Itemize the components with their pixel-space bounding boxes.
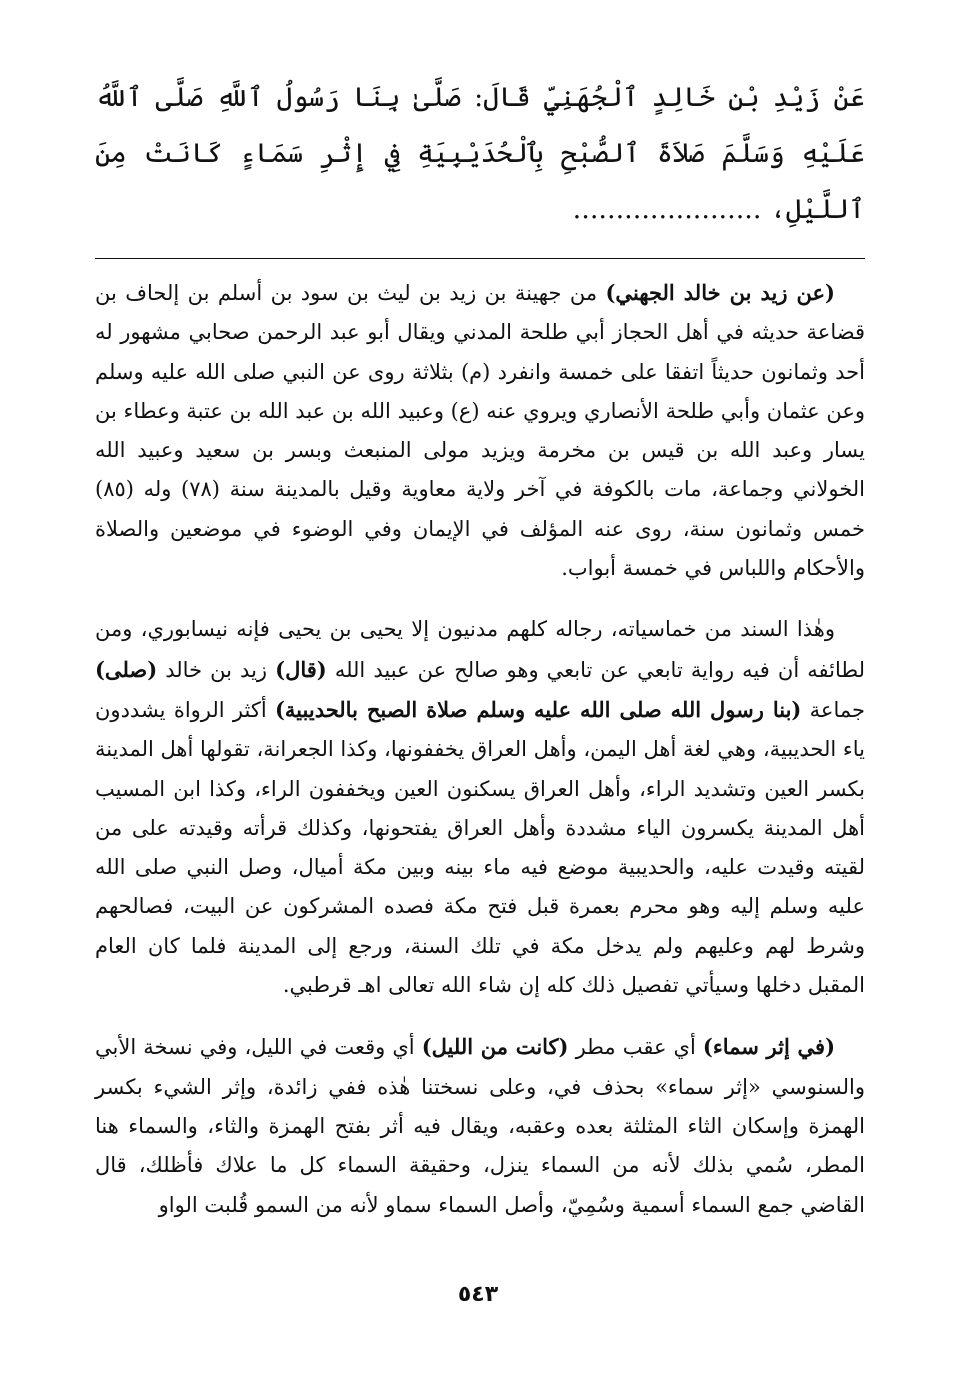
commentary-paragraph — [95, 1027, 865, 1224]
page-number: ٥٤٣ — [457, 1282, 499, 1307]
bold-lemma: (بنا رسول الله صلى الله عليه وسلم صلاة الصبح بالحديبية) — [274, 696, 802, 722]
commentary-text: زيد بن خالد — [157, 657, 276, 682]
hadith-dots: ...................... — [572, 194, 762, 225]
bold-lemma: (عن زيد بن خالد الجهني) — [605, 280, 835, 305]
commentary-paragraph — [95, 610, 865, 1005]
commentary-text: جماعة — [801, 697, 865, 722]
commentary-text: أي وقعت في الليل، وفي نسخة الأبي والسنوسي «إثر سماء» بحذف في، وعلى نسختنا هٰذه ففي زائدة، وإثر الشيء بكسر الهمزة وإسكان الثاء المثلثة بعده وعقبه، ويقال فيه أثر بفتح الهمزة والثاء، والسماء هنا المطر، سُمي بذلك لأنه من السماء ينزل، وحقيقة السماء كل ما علاك فأظلك، قال القاضي جمع السماء أسمية وسُمِيّ، وأصل السماء سماو لأنه من السمو قُلبت الواو — [95, 1035, 865, 1217]
hadith-text-block — [95, 70, 865, 238]
commentary-text: أكثر الرواة يشددون ياء الحديبية، وهي لغة أهل اليمن، وأهل العراق يخففونها، وكذا الجعرانة، تقولها أهل المدينة بكسر العين وتشديد الراء، وأهل العراق يسكنون العين ويخففون الراء، وكذا ابن المسيب أهل المدينة يكسرون الياء مشددة وأهل العراق يفتحونها، وكذلك قرأته وقيدته على من لقيته وقيدت عليه، والحديبية موضع فيه ماء بينه وبين مكة أميال، وصل النبي صلى الله عليه وسلم إليه وهو محرم بعمرة قبل فتح مكة فصده المشركون عن البيت، فصالحهم وشرط لهم وعليهم ولم يدخل مكة في تلك السنة، ورجع إلى المدينة فلما كان العام المقبل دخلها وسيأتي تفصيل ذلك كله إن شاء الله تعالى اهـ قرطبي. — [95, 697, 865, 998]
commentary-text: أي عقب مطر — [568, 1035, 703, 1060]
bold-lemma: (صلى) — [95, 656, 158, 682]
commentary-text: من جهينة بن زيد بن ليث بن سود بن أسلم بن إلحاف بن قضاعة حديثه في أهل الحجاز أبي طلحة المدني ويقال أبو عبد الرحمن صحابي مشهور له أحد وثمانون حديثاً اتفقا على خمسة وانفرد (م) بثلاثة روى عن النبي صلى الله عليه وسلم وعن عثمان وأبي طلحة الأنصاري ويروي عنه (ع) وعبيد الله بن عبد الله بن عتبة وعطاء بن يسار وعبد الله بن قيس بن مخرمة ويزيد مولى المنبعث وبسر بن سعيد وعبيد الله الخولاني وجماعة، مات بالكوفة في آخر ولاية معاوية وقيل بالمدينة سنة (٧٨) وله (٨٥) خمس وثمانون سنة، روى عنه المؤلف في الإيمان وفي الوضوء في موضعين والصلاة والأحكام واللباس في خمسة أبواب. — [95, 281, 865, 581]
commentary-text: وهٰذا السند من خماسياته، رجاله كلهم مدنيون إلا يحيى بن يحيى فإنه نيسابوري، ومن لطائفه أن فيه رواية تابعي عن تابعي وهو صالح عن عبيد الله — [95, 617, 865, 682]
commentary — [95, 273, 865, 1225]
bold-lemma: (كانت من الليل) — [421, 1034, 569, 1060]
hadith-text: عَنْ زَيْدِ بْنِ خَالِدٍ ٱلْجُهَنِيِّ قَالَ: صَلَّىٰ بِنَا رَسُولُ ٱللَّهِ صَلَّى ٱللَّهُ عَلَيْهِ وَسَلَّمَ صَلاَةَ ٱلصُّبْحِ بِٱلْحُدَيْبِيَةِ فِي إِثْرِ سَمَاءٍ كَانَتْ مِنَ ٱللَّيْلِ، — [95, 82, 865, 225]
separator-rule — [95, 258, 865, 259]
bold-lemma: (في إثر سماء) — [702, 1034, 836, 1060]
bold-lemma: (قال) — [275, 656, 327, 682]
commentary-paragraph — [95, 273, 865, 588]
page-body — [95, 70, 865, 1225]
